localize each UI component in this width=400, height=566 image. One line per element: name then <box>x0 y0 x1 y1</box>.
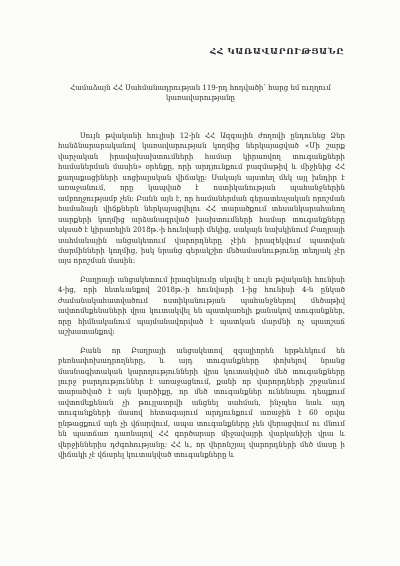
addressee-heading: ՀՀ ԿԱՌԱՎԱՐՈՒԹՅԱՆԸ <box>210 47 344 57</box>
document-body <box>58 131 345 461</box>
document-subheading: Համաձայն ՀՀ Սահմանադրության 119-րդ հոդվածի՝ հարց եմ ուղղում կառավարությանը <box>70 84 331 102</box>
body-paragraph-1: Սույն թվականի հուլիսի 12-ին ՀՀ Ազգային ժողովի ընդունեց Ձեր հանձնարարականով կառավարության կողմից ներկայացված «Մի շարք վարչական իրավախախտումների համար կիրառվող տուգանքների համաներման մասին» օրենքը, որի արդյունքում բազմաթիվ և միջինից ՀՀ քաղաքացիների սոցիալական վիճակը: Սակայն այստեղ մեկ այլ խնդիր է առաջանում, որը կապված է ոստիկանության պահանջներին ամբողջությամբ չեն: Բանն այն է, որ համաներման գերատեսչական որոշման համաձայն վիճքներն ներկայացվելու ՀՀ տարածքում տեսանկարահանող սարքերի կողմից արձանագրված խախտումների համար տուգանքները սկսած է կիրառելին 2018թ.-ի հունվարի մեկից, սակայն նախկինում Բաղրայի սահմանային անցակետում վարորդները չէին իրազեկվում պատվան մարմինների կողմից, իսկ նրանց գերակշիռ մեծամասնությունը տեղյակ չէր այս որոշման մասին: <box>58 132 345 266</box>
body-paragraph-2: Բաղրայի անցակետում իրազեկումը սկսվել է սույն թվականի հունիսի 4-ից, որի հետևանքով 2018թ.-ի հունվարի 1-ից հունիսի 4-ն ընկած ժամանակահատվածում ոստիկանության պահանջներով մեծաթիվ ավտոմեքենաների վրա կուտակվել են պատկառելի քանակով տուգանքներ, որը հիմնականում պայմանավորված է պատկան մարմնի ոչ պատշաճ աշխատանքով: <box>58 275 345 337</box>
body-paragraph-3: Բանն որ Բաղրայի անցակետով զգալիորեն երթևեկում են բեռնափոխադրողները, և այդ տուգանքները փոխելով նրանց մասնագիտական կարողությունների վրա կուտակված մեծ տուգանքները լուրջ բարդություններ է առաջացնում, քանի որ վարորդների շրջանում տարածված է այն կարծիքը, որ մեծ տուգանքներ ունենալու դեպքում ավտոմեքենան չի թույլատրվի անցնել սահման, ինչպես նաև այդ տուգանքների մասով հետագայում արդյունքում առաջին է 60 օրվա ընթացքում այն չի վճարվում, ապա տուգանքները չեն վերացվում ու մնում են պատճառ դառնալով ՀՀ գործարար միջավայրի վարկանիշի վրա և վերջիններիս դժգոհությանը: ՀՀ և, որ վերոնշյալ վարորդների մեծ մասը ի վիճակի չէ վճարել կուտակված տուգանքները և <box>58 346 345 460</box>
